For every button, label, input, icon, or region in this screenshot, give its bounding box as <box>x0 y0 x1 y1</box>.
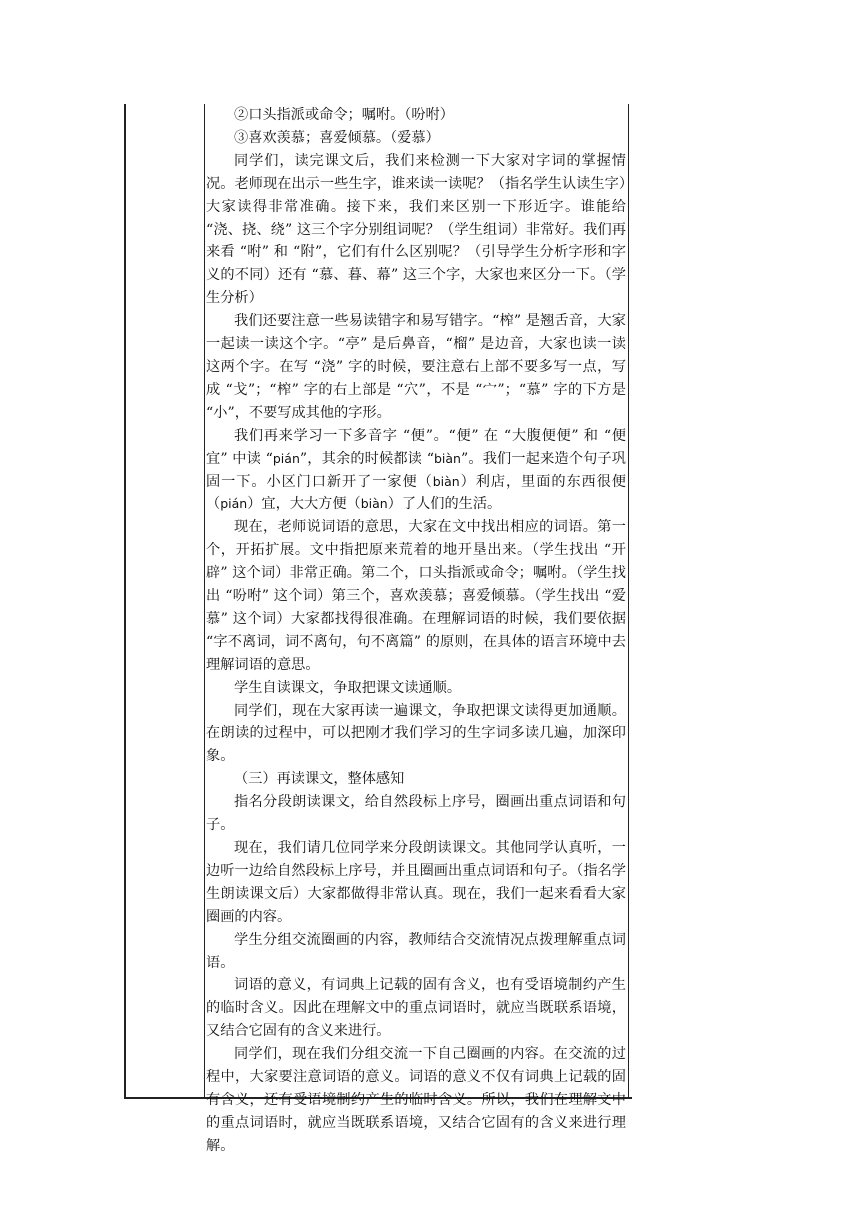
paragraph <box>206 310 626 425</box>
paragraph <box>206 768 626 791</box>
table-column-divider-2 <box>628 104 629 1099</box>
paragraph <box>206 929 626 975</box>
paragraph-text: ”，其余的时候都读 “ <box>299 450 434 467</box>
paragraph-text: （三）再读课文，整体感知 <box>234 771 405 788</box>
paragraph-text: 指名分段朗读课文，给自然段标上序号，圈画出重点词语和句子。 <box>206 794 626 834</box>
pinyin-text: biàn <box>433 450 461 466</box>
paragraph-text: 我们还要注意一些易读错字和易写错字。“榨” 是翘舌音，大家一起读一读这个字。“亭” 是后鼻音，“榴” 是边音，大家也读一读这两个字。在写 “浇” 字的时候，要注意右上部不要多写一点，写成 “戈”；“榨” 字的右上部是 “穴”，不是 “宀”；“慕” 字的下方是 “小”，不要写成其他的字形。 <box>206 313 626 421</box>
paragraph-text: ”。我们一起来造个句子巩固一下。小区门口新开了一家便（ <box>206 450 626 490</box>
paragraph-text: 现在，老师说词语的意思，大家在文中找出相应的词语。第一个，开拓扩展。文中指把原来荒着的地开垦出来。（学生找出 “开辟” 这个词）非常正确。第二个，口头指派或命令；嘱咐。（学生找出 “吩咐” 这个词）第三个，喜欢羡慕；喜爱倾慕。（学生找出 “爱慕” 这个词）大家都找得很准确。在理解词语的时候，我们要依据 “字不离词，词不离句，句不离篇” 的原则，在具体的语言环境中去理解词语的意思。 <box>206 519 626 673</box>
paragraph <box>206 791 626 837</box>
paragraph <box>206 974 626 1043</box>
paragraph <box>206 425 626 517</box>
paragraph <box>206 516 626 676</box>
paragraph-text: ）宜，大大方便（ <box>247 496 361 513</box>
pinyin-text: pián <box>220 496 248 512</box>
paragraph-text: 学生分组交流圈画的内容，教师结合交流情况点拨理解重点词语。 <box>206 931 626 971</box>
table-column-divider-1 <box>204 104 205 1099</box>
paragraph-text: 学生自读课文，争取把课文读通顺。 <box>234 679 462 696</box>
paragraph-text: 同学们，读完课文后，我们来检测一下大家对字词的掌握情况。老师现在出示一些生字，谁来读一读呢？（指名学生认读生字）大家读得非常准确。接下来，我们来区别一下形近字。谁能给 “浇、挠、绕” 这三个字分别组词呢？（学生组词）非常好。我们再来看 “咐” 和 “附”，它们有什么区别呢？（引导学生分析字形和字义的不同）还有 “慕、暮、幕” 这三个字，大家也来区分一下。（学生分析） <box>206 152 626 307</box>
paragraph-text: 现在，我们请几位同学来分段朗读课文。其他同学认真听，一边听一边给自然段标上序号，并且圈画出重点词语和句子。（指名学生朗读课文后）大家都做得非常认真。现在，我们一起来看看大家圈画的内容。 <box>206 840 626 925</box>
paragraph <box>206 104 626 127</box>
pinyin-text: pián <box>272 450 300 466</box>
paragraph-text: 词语的意义，有词典上记载的固有含义，也有受语境制约产生的临时含义。因此在理解文中的重点词语时，就应当既联系语境，又结合它固有的含义来进行。 <box>206 977 626 1040</box>
paragraph-text: 同学们，现在我们分组交流一下自己圈画的内容。在交流的过程中，大家要注意词语的意义。词语的意义不仅有词典上记载的固有含义，还有受语境制约产生的临时含义。所以，我们在理解文中的重点词语时，就应当既联系语境，又结合它固有的含义来进行理解。 <box>206 1046 626 1154</box>
paragraph-text: ）了人们的生活。 <box>387 496 502 513</box>
lesson-content-cell <box>206 104 626 1154</box>
paragraph-text: 我们再来学习一下多音字 “便”。“便” 在 “大腹便便” 和 “便宜” 中读 “ <box>206 427 626 467</box>
paragraph-text: 同学们，现在大家再读一遍课文，争取把课文读得更加通顺。在朗读的过程中，可以把刚才我们学习的生字词多读几遍，加深印象。 <box>206 702 626 765</box>
paragraph <box>206 127 626 150</box>
table-left-border <box>124 104 126 1099</box>
paragraph-text: ③喜欢羡慕；喜爱倾慕。（爱慕） <box>234 129 440 146</box>
paragraph <box>206 677 626 700</box>
paragraph <box>206 837 626 929</box>
paragraph <box>206 150 626 310</box>
paragraph-text: ②口头指派或命令；嘱咐。（吩咐） <box>234 107 454 123</box>
pinyin-text: biàn <box>432 473 460 489</box>
paragraph <box>206 1043 626 1158</box>
paragraph <box>206 700 626 769</box>
pinyin-text: biàn <box>360 496 388 512</box>
paragraph-text: ）利店，里面的东西很便（ <box>206 473 626 513</box>
